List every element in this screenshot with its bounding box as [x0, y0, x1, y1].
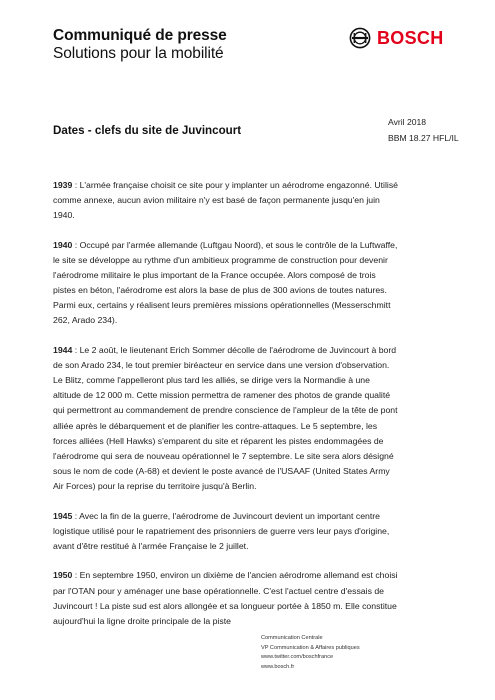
paragraph-text: : Avec la fin de la guerre, l'aérodrome de Juvincourt devient un important centre logistique utilisé pour le rapatriement des prisonniers de guerre vers leur pays d'origine, avant d'être restitué à l'armée Française le 2 juillet. [53, 510, 390, 551]
paragraph-1950 [53, 568, 398, 628]
paragraph-year: 1945 [53, 510, 73, 521]
release-reference: BBM 18.27 HFL/IL [388, 133, 459, 143]
bosch-logo [349, 27, 444, 49]
paragraph-year: 1950 [53, 570, 73, 581]
bosch-armature-icon [349, 27, 371, 49]
header-title: Communiqué de presse [53, 27, 227, 44]
footer-twitter-link[interactable]: www.twitter.com/boschfrance [261, 654, 334, 661]
paragraph-1945 [53, 509, 398, 554]
release-date: Avril 2018 [388, 117, 427, 127]
paragraph-text: : L'armée française choisit ce site pour y implanter un aérodrome engazonné. Utilisé comme annexe, aucun avion militaire n'y est basé de façon permanente jusqu'en juin 1940. [53, 180, 399, 221]
footer-contact [261, 634, 360, 672]
paragraph-1944 [53, 343, 398, 494]
document-title: Dates - clefs du site de Juvincourt [53, 124, 242, 137]
paragraph-year: 1939 [53, 180, 73, 190]
footer-line: Communication Centrale [261, 635, 323, 641]
paragraph-1939 [53, 178, 398, 223]
header-subtitle: Solutions pour la mobilité [53, 45, 224, 62]
footer-website-link[interactable]: www.bosch.fr [261, 663, 295, 670]
meta-block [388, 114, 459, 146]
paragraph-year: 1944 [53, 345, 73, 356]
document-body [53, 178, 398, 643]
paragraph-year: 1940 [53, 239, 73, 250]
footer-line: VP Communication & Affaires publiques [261, 644, 360, 651]
paragraph-text: : En septembre 1950, environ un dixième de l'ancien aérodrome allemand est choisi par l'OTAN pour y aménager une base opérationnelle. C'est l'actuel centre d'essais de Juvincourt ! La piste sud est alors allongée et sa longueur portée à 1850 m. Elle constitue aujourd'hui la ligne droite principale de la piste [53, 570, 398, 626]
brand-name: BOSCH [377, 27, 444, 48]
paragraph-text: : Occupé par l'armée allemande (Luftgau Noord), et sous le contrôle de la Luftwaffe, le site se développe au rythme d'un ambitieux programme de construction pour devenir l'aérodrome militaire le plus important de la France occupée. Alors composé de trois pistes en béton, l'aérodrome est alors la base de plus de 300 avions de toutes natures. Parmi eux, certains y réalisent leurs premières missions opérationnelles (Messerschmitt 262, Arado 234). [53, 239, 398, 326]
paragraph-1940 [53, 238, 398, 329]
paragraph-text: : Le 2 août, le lieutenant Erich Sommer décolle de l'aérodrome de Juvincourt à bord de son Arado 234, le tout premier biréacteur en service dans une version d'observation. Le Blitz, comme l'appelleront plus tard les alliés, se dirige vers la Normandie à une altitude de 12 000 m. Cette mission permettra de ramener des photos de grande qualité qui permettront au commandement de prendre conscience de l'ampleur de la tête de pont alliée après le débarquement et de planifier les contre-attaques. Le 5 septembre, les forces alliées (Hell Hawks) s'emparent du site et réparent les pistes endommagées de l'aérodrome qui sera de nouveau opérationnel le 7 septembre. Le site sera alors désigné sous le nom de code (A-68) et devient le poste avancé de l'USAAF (United States Army Air Forces) pour la reprise du territoire jusqu'à Berlin. [53, 345, 398, 491]
